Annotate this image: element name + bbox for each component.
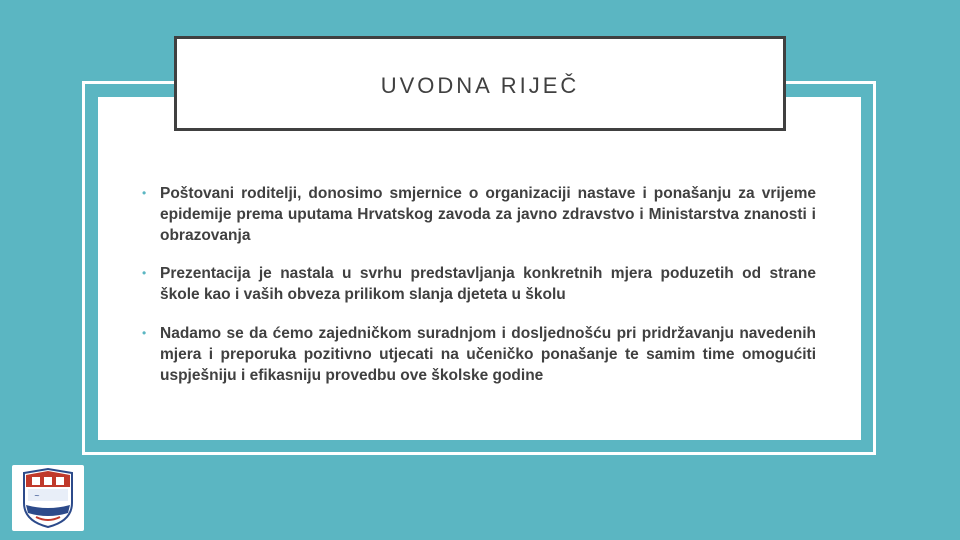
bullet-item (140, 323, 816, 386)
title-box (174, 36, 786, 131)
bullet-text: Nadamo se da ćemo zajedničkom suradnjom i dosljednošću pri pridržavanju navedenih mjera i preporuka pozitivno utjecati na učeničko ponašanje te samim time omogućiti uspješniju i efikasniju provedbu ove školske godine (160, 325, 816, 384)
bullet-marker: • (142, 186, 147, 200)
bullet-text: Prezentacija je nastala u svrhu predstavljanja konkretnih mjera poduzetih od strane škole kao i vaših obveza prilikom slanja djeteta u školu (160, 265, 816, 303)
slide-title: UVODNA RIJEČ (380, 72, 580, 98)
bullet-marker: • (142, 326, 147, 340)
bullet-item (140, 263, 816, 305)
bullet-text: Poštovani roditelji, donosimo smjernice o organizaciji nastave i ponašanju za vrijeme epidemije prema uputama Hrvatskog zavoda za javno zdravstvo i Ministarstva znanosti i obrazovanja (160, 185, 816, 244)
svg-text:~: ~ (34, 492, 40, 500)
bullet-marker: • (142, 266, 147, 280)
bullet-list (140, 183, 816, 403)
school-crest-icon (12, 465, 84, 531)
bullet-item (140, 183, 816, 246)
